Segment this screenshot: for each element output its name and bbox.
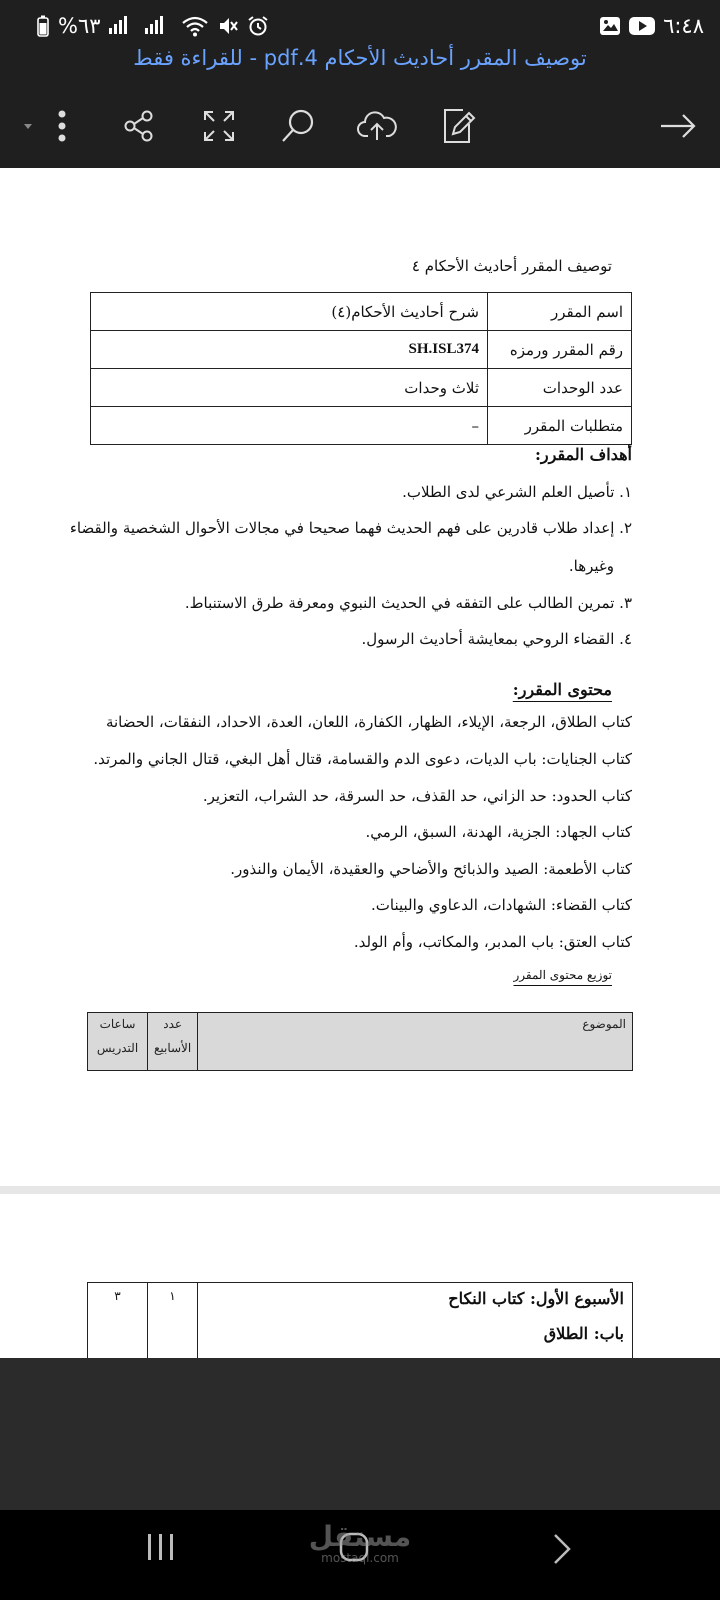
search-button[interactable] — [274, 100, 322, 152]
gallery-icon — [599, 16, 621, 36]
pdf-page-1[interactable] — [0, 168, 720, 1186]
mute-icon — [217, 15, 239, 37]
watermark-sub: mostaql.com — [321, 1551, 399, 1565]
table-row — [91, 331, 632, 369]
info-label: رقم المقرر ورمزه — [488, 331, 632, 369]
distribution-table — [87, 1012, 633, 1071]
goals-title: أهداف المقرر: — [534, 445, 632, 464]
info-label: اسم المقرر — [488, 293, 632, 331]
system-nav-bar — [0, 1510, 720, 1600]
table-row — [91, 369, 632, 407]
info-value: شرح أحاديث الأحكام(٤) — [91, 293, 488, 331]
goal-item: ٤. القضاء الروحي بمعايشة أحاديث الرسول. — [361, 630, 632, 648]
table-row — [91, 293, 632, 331]
pdf-page-2[interactable] — [0, 1194, 720, 1358]
more-options-button[interactable] — [16, 100, 76, 152]
status-bar — [0, 10, 720, 42]
content-item: كتاب الطلاق، الرجعة، الإيلاء، الظهار، الكفارة، اللعان، العدة، الاحداد، النفقات، الحضانة — [105, 713, 632, 731]
info-value: – — [91, 407, 488, 445]
table-header-row — [88, 1013, 633, 1071]
content-item: كتاب الجهاد: الجزية، الهدنة، السبق، الرمي. — [365, 823, 632, 841]
weeks-count: ١ — [148, 1283, 198, 1363]
viewer-toolbar — [0, 100, 720, 152]
edit-button[interactable] — [434, 100, 482, 152]
table-row — [88, 1283, 633, 1363]
viewer-background — [0, 1358, 720, 1510]
battery-icon — [36, 15, 50, 37]
course-info-table — [90, 292, 632, 445]
chapter-title: باب: الطلاق — [543, 1324, 624, 1343]
content-item: كتاب العتق: باب المدبر، والمكاتب، وأم الولد. — [353, 933, 632, 951]
content-title: محتوى المقرر: — [512, 680, 612, 699]
share-button[interactable] — [115, 100, 163, 152]
battery-percent: %٦٣ — [58, 14, 101, 38]
content-item: كتاب الحدود: حد الزاني، حد القذف، حد السرقة، حد الشراب، التعزير. — [202, 787, 632, 805]
watermark-logo — [300, 1520, 420, 1565]
signal-icon — [109, 16, 137, 36]
page-divider — [0, 1186, 720, 1194]
header-hours: ساعات التدريس — [88, 1013, 148, 1071]
info-label: عدد الوحدات — [488, 369, 632, 407]
app-top-bar — [0, 0, 720, 168]
goal-item: ٢. إعداد طلاب قادرين على فهم الحديث فهما صحيحا في مجالات الأحوال الشخصية والقضاء — [69, 519, 632, 537]
info-label: متطلبات المقرر — [488, 407, 632, 445]
content-item: كتاب القضاء: الشهادات، الدعاوي والبينات. — [371, 896, 632, 914]
week-table — [87, 1282, 633, 1363]
distribution-caption: توزيع محتوى المقرر — [513, 968, 612, 982]
forward-button[interactable] — [654, 100, 702, 152]
info-value: ثلاث وحدات — [91, 369, 488, 407]
edit-icon — [439, 106, 477, 146]
content-item: كتاب الجنايات: باب الديات، دعوى الدم والقسامة، قتال أهل البغي، قتال الجاني والمرتد. — [93, 750, 632, 768]
chevron-right-icon — [550, 1532, 574, 1566]
course-heading: توصيف المقرر أحاديث الأحكام ٤ — [411, 257, 612, 275]
cloud-upload-icon — [356, 108, 398, 144]
clock-time: ٦:٤٨ — [663, 14, 704, 38]
share-icon — [121, 108, 157, 144]
hours-count: ٣ — [88, 1283, 148, 1363]
header-weeks: عدد الأسابيع — [148, 1013, 198, 1071]
expand-icon — [201, 108, 237, 144]
goal-item: ١. تأصيل العلم الشرعي لدى الطلاب. — [402, 483, 632, 501]
watermark-main: مستقل — [308, 1520, 412, 1553]
table-row — [91, 407, 632, 445]
youtube-icon — [629, 16, 655, 36]
week-title: الأسبوع الأول: كتاب النكاح — [448, 1289, 624, 1308]
recent-apps-button[interactable] — [146, 1532, 176, 1566]
alarm-icon — [247, 15, 269, 37]
forward-arrow-icon — [659, 111, 697, 141]
back-button[interactable] — [550, 1532, 574, 1570]
signal-2-icon — [145, 16, 173, 36]
header-topic: الموضوع — [198, 1013, 633, 1071]
goal-item-continued: وغيرها. — [568, 557, 614, 575]
recent-apps-icon — [146, 1532, 176, 1562]
search-icon — [279, 107, 317, 145]
document-title: توصيف المقرر أحاديث الأحكام 4.pdf - للقراءة فقط — [133, 46, 587, 70]
goal-item: ٣. تمرين الطالب على التفقه في الحديث النبوي ومعرفة طرق الاستنباط. — [184, 594, 632, 612]
course-code: SH.ISL374 — [91, 331, 488, 369]
upload-button[interactable] — [353, 100, 401, 152]
week-topic-cell — [198, 1283, 633, 1363]
wifi-icon — [181, 15, 209, 37]
content-item: كتاب الأطعمة: الصيد والذبائح والأضاحي والعقيدة، الأيمان والنذور. — [230, 860, 632, 878]
fullscreen-button[interactable] — [195, 100, 243, 152]
